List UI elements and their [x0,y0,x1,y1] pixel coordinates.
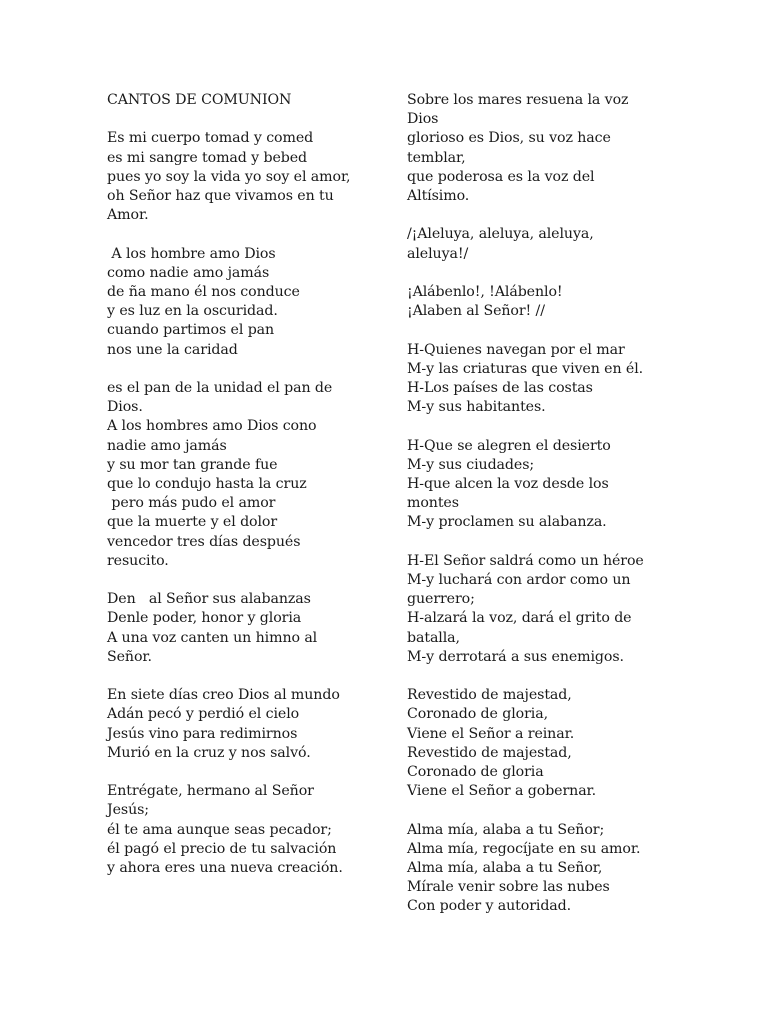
right-column-line [407,321,657,340]
left-column-line: CANTOS DE COMUNION [107,92,292,108]
right-column-line: M-y las criaturas que viven en él. [407,360,644,377]
right-column-line: glorioso es Dios, su voz hace [407,130,611,147]
left-column-line: Dios. [107,399,143,416]
right-column-line [407,417,657,436]
left-column-line: es mi sangre tomad y bebed [107,149,308,166]
left-column-line: pues yo soy la vida yo soy el amor, [107,168,351,185]
right-column-line: H-alzará la voz, dará el grito de [407,610,632,627]
right-column-line: M-y proclamen su alabanza. [407,514,607,531]
left-column-line: es el pan de la unidad el pan de [107,380,333,396]
right-column-line: M-y luchará con ardor como un [407,572,631,588]
left-column-line: A los hombre amo Dios [107,245,276,262]
left-column-line: A una voz canten un himno al [107,629,318,646]
left-column-line: cuando partimos el pan [107,322,275,339]
left-column-line: vencedor tres días después [107,533,301,550]
left-column-line: él te ama aunque seas pecador; [107,821,332,838]
left-column-line: A los hombres amo Dios cono [107,418,317,435]
left-column-line: que la muerte y el dolor [107,514,278,531]
left-column-line: Denle poder, honor y gloria [107,610,302,627]
right-column-line: ¡Alábenlo!, !Alábenlo! [407,284,563,300]
left-column-line [107,763,372,782]
right-column-line: Alma mía, regocíjate en su amor. [407,840,641,857]
left-column-line [107,571,372,590]
left-column-line: Es mi cuerpo tomad y comed [107,130,314,147]
right-column-line: Dios [407,111,439,128]
left-column-line: resucito. [107,552,169,569]
left-column-line: y es luz en la oscuridad. [107,303,278,320]
left-column-line: nadie amo jamás [107,437,227,454]
right-column-line: Coronado de gloria [407,764,544,781]
right-column-line: Revestido de majestad, [407,744,572,761]
right-text-column [407,91,657,917]
left-column-line: que lo condujo hasta la cruz [107,476,307,493]
right-column-line: que poderosa es la voz del [407,168,595,185]
right-column-line: aleluya!/ [407,245,469,262]
left-column-line: Adán pecó y perdió el cielo [107,706,300,723]
right-column-line: Altísimo. [407,188,470,205]
right-column-line [407,667,657,686]
right-column-line: Mírale venir sobre las nubes [407,879,610,896]
left-text-column [107,91,372,878]
right-column-line: H-Quienes navegan por el mar [407,341,625,358]
left-column-line: de ña mano él nos conduce [107,284,300,300]
right-column-line: Viene el Señor a gobernar. [407,783,597,800]
right-column-line: /¡Aleluya, aleluya, aleluya, [407,226,594,243]
right-column-line [407,801,657,820]
right-column-line: batalla, [407,629,460,646]
left-column-line: y ahora eres una nueva creación. [107,860,343,877]
right-column-line [407,264,657,283]
right-column-line: temblar, [407,149,466,166]
left-column-line: Jesús vino para redimirnos [107,725,298,742]
left-column-line [107,110,372,129]
left-column-line [107,667,372,686]
right-column-line: M-y derrotará a sus enemigos. [407,648,624,665]
left-column-line: Murió en la cruz y nos salvó. [107,744,311,761]
right-column-line: Alma mía, alaba a tu Señor; [407,821,605,838]
right-column-line: montes [407,495,459,512]
left-column-line [107,225,372,244]
right-column-line: Revestido de majestad, [407,687,572,704]
right-column-line [407,533,657,552]
right-column-line: Viene el Señor a reinar. [407,725,575,742]
right-column-line [407,206,657,225]
right-column-line: Con poder y autoridad. [407,898,572,915]
right-column-line: H-Los países de las costas [407,380,593,396]
right-column-line: Sobre los mares resuena la voz [407,92,629,108]
left-column-line: él pagó el precio de tu salvación [107,840,337,857]
left-column-line: Entrégate, hermano al Señor [107,783,314,800]
right-column-line: Alma mía, alaba a tu Señor, [407,860,603,877]
right-column-line: Coronado de gloria, [407,706,548,723]
right-column-line: M-y sus habitantes. [407,399,546,416]
right-column-line: ¡Alaben al Señor! // [407,303,545,320]
right-column-line: guerrero; [407,591,475,608]
left-column-line: Amor. [107,207,149,224]
left-column-line: Jesús; [107,802,149,819]
right-column-line: H-El Señor saldrá como un héroe [407,552,644,569]
left-column-line: como nadie amo jamás [107,264,270,281]
left-column-line: oh Señor haz que vivamos en tu [107,188,334,204]
left-column-line: Señor. [107,648,152,665]
right-column-line: H-Que se alegren el desierto [407,437,611,454]
right-column-line: M-y sus ciudades; [407,456,535,473]
left-column-line: Den al Señor sus alabanzas [107,591,311,608]
left-column-line: pero más pudo el amor [107,495,276,512]
right-column-line: H-que alcen la voz desde los [407,476,609,492]
left-column-line: nos une la caridad [107,341,238,358]
left-column-line [107,360,372,379]
left-column-line: y su mor tan grande fue [107,456,278,473]
left-column-line: En siete días creo Dios al mundo [107,687,340,704]
